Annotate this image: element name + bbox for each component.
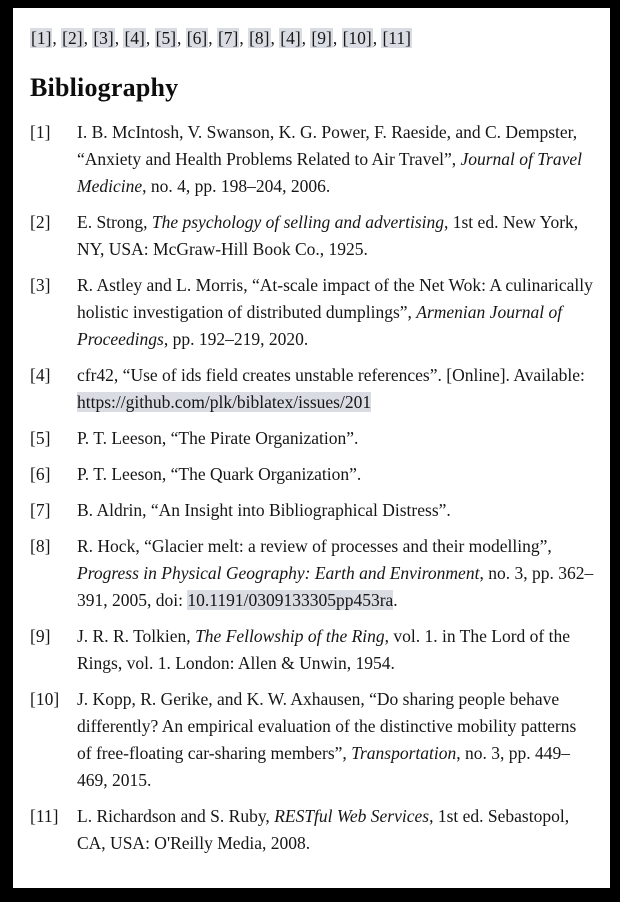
entry-label: [6] [30,464,51,484]
entry-label: [2] [30,212,51,232]
entry-label: [4] [30,365,51,385]
citation-ref-link[interactable]: [11] [382,28,411,48]
entry-text: J. Kopp, R. Gerike, and K. W. Axhausen, “Do sharing people behave differently? An empirical evaluation of the distinctive mobility patterns of free-floating car-sharing members”, Transportation, no. 3, pp. 449–469, 2015. [77,689,577,790]
bibliography-entry [30,803,596,857]
citation-line: [1], [2], [3], [4], [5], [6], [7], [8], [4], [9], [10], [11] [31,28,411,48]
entry-text: P. T. Leeson, “The Quark Organization”. [77,464,362,484]
entry-text: E. Strong, The psychology of selling and advertising, 1st ed. New York, NY, USA: McGraw-Hill Book Co., 1925. [77,212,579,259]
entry-text: J. R. R. Tolkien, The Fellowship of the Ring, vol. 1. in The Lord of the Rings, vol. 1. London: Allen & Unwin, 1954. [77,626,570,673]
work-title: Progress in Physical Geography: Earth and Environment [77,563,480,583]
entry-label: [5] [30,428,51,448]
entry-text: L. Richardson and S. Ruby, RESTful Web Services, 1st ed. Sebastopol, CA, USA: O'Reilly Media, 2008. [77,806,570,853]
entry-label: [7] [30,500,51,520]
bibliography-entry [30,497,596,524]
work-title: Journal of Travel Medicine [77,149,583,196]
external-link[interactable]: https://github.com/plk/biblatex/issues/201 [77,392,372,412]
work-title: RESTful Web Services [274,806,430,826]
entry-label: [1] [30,122,51,142]
entry-text: cfr42, “Use of ids field creates unstable references”. [Online]. Available: https://github.com/plk/biblatex/issues/201 [77,365,585,412]
citation-ref-link[interactable]: [8] [249,28,270,48]
work-title: The Fellowship of the Ring [195,626,385,646]
citation-ref-link[interactable]: [4] [124,28,145,48]
bibliography-entry [30,362,596,416]
citation-ref-link[interactable]: [2] [62,28,83,48]
work-title: Transportation [351,743,457,763]
citation-ref-link[interactable]: [9] [311,28,332,48]
entry-label: [8] [30,536,51,556]
entry-text: R. Astley and L. Morris, “At-scale impact of the Net Wok: A culinarically holistic investigation of distributed dumplings”, Armenian Journal of Proceedings, pp. 192–219, 2020. [77,275,593,349]
entry-label: [11] [30,806,59,826]
bibliography-entry [30,533,596,614]
entry-label: [3] [30,275,51,295]
citation-ref-link[interactable]: [5] [155,28,177,48]
bibliography-entry [30,623,596,677]
work-title: The psychology of selling and advertising [151,212,444,232]
citation-ref-link[interactable]: [1] [31,28,52,48]
citation-ref-link[interactable]: [4] [280,28,301,48]
bibliography-heading: Bibliography [30,73,179,102]
entry-text: R. Hock, “Glacier melt: a review of processes and their modelling”, Progress in Physical Geography: Earth and Environment, no. 3, pp. 362–391, 2005, doi: 10.1191/0309133305pp453ra. [77,536,594,610]
entry-label: [9] [30,626,51,646]
external-link[interactable]: 10.1191/0309133305pp453ra [187,590,394,610]
bibliography-entry [30,209,596,263]
citation-ref-link[interactable]: [3] [93,28,114,48]
entry-text: I. B. McIntosh, V. Swanson, K. G. Power, F. Raeside, and C. Dempster, “Anxiety and Health Problems Related to Air Travel”, Journal of Travel Medicine, no. 4, pp. 198–204, 2006. [77,122,583,196]
citation-ref-link[interactable]: [7] [217,28,239,48]
citation-ref-link[interactable]: [10] [342,28,372,48]
document-page [13,8,610,888]
bibliography-entry [30,461,596,488]
citation-ref-link[interactable]: [6] [186,28,208,48]
bibliography-entry [30,686,596,794]
bibliography-entry [30,425,596,452]
entry-text: B. Aldrin, “An Insight into Bibliographical Distress”. [77,500,451,520]
entry-label: [10] [30,689,60,709]
bibliography-entry [30,119,596,200]
work-title: Armenian Journal of Proceedings [77,302,563,349]
bibliography-list [30,119,596,857]
bibliography-entry [30,272,596,353]
entry-text: P. T. Leeson, “The Pirate Organization”. [77,428,359,448]
